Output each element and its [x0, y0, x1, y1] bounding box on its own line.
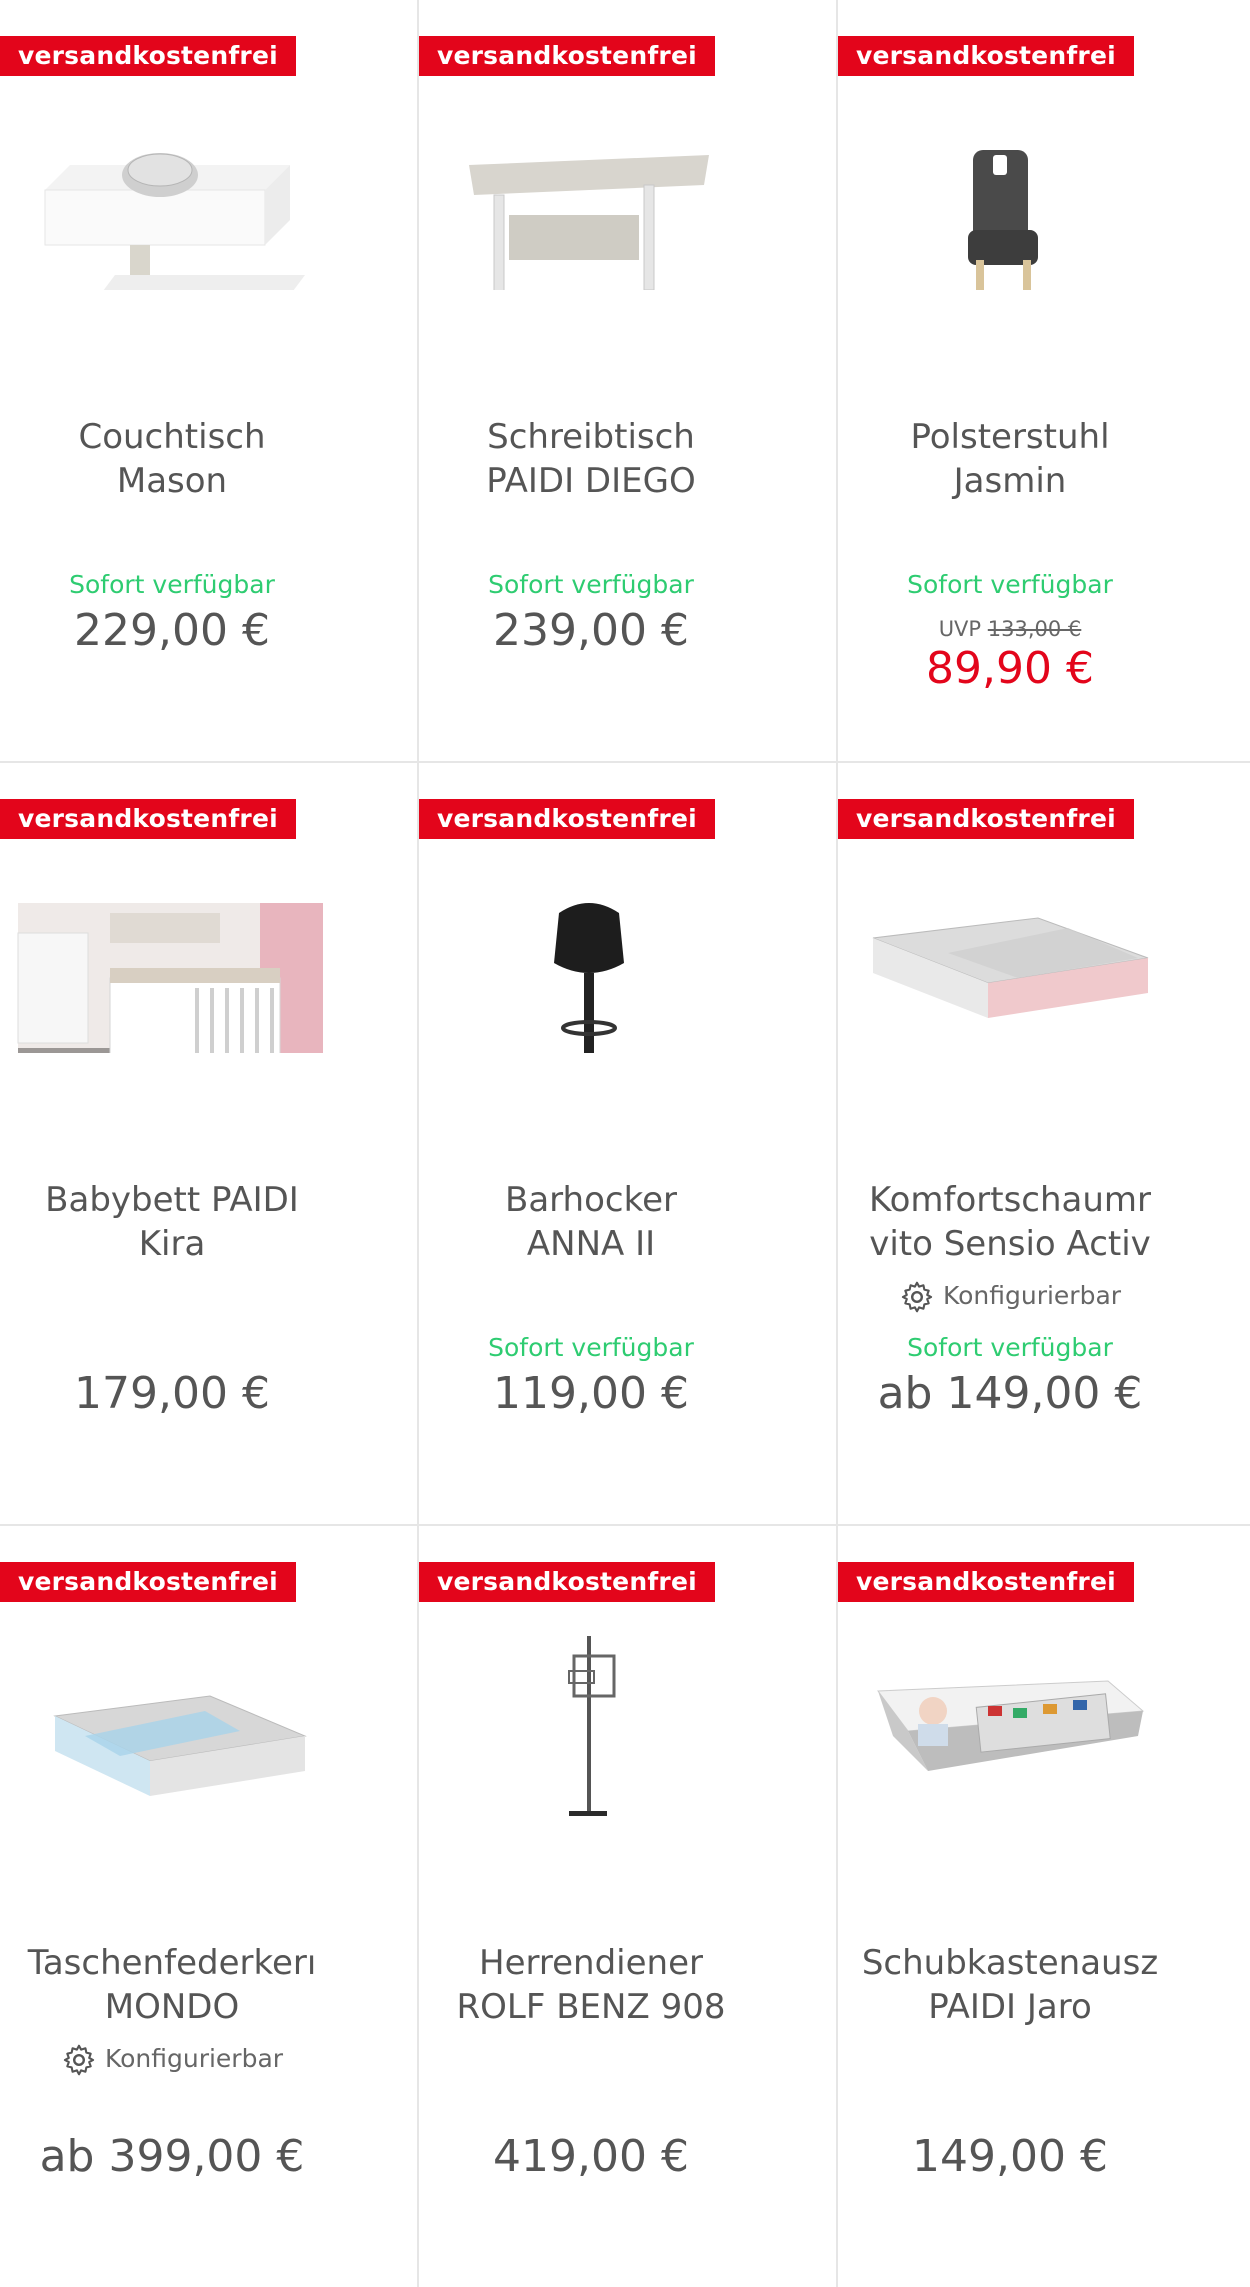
price: ab 399,00 €: [39, 2131, 305, 2182]
product-card[interactable]: [0, 0, 417, 761]
product-card[interactable]: [838, 763, 1250, 1524]
gear-icon: [899, 1279, 935, 1315]
product-card[interactable]: [838, 1526, 1250, 2287]
drawer-insert-image: [838, 1596, 1178, 1816]
product-card[interactable]: [838, 0, 1250, 761]
product-title[interactable]: Schubkastenausz PAIDI Jaro: [861, 1943, 1159, 2027]
product-card[interactable]: [0, 1526, 417, 2287]
product-card[interactable]: [419, 0, 836, 761]
product-card[interactable]: [419, 1526, 836, 2287]
chair-image: [838, 70, 1178, 290]
crib-image: [0, 833, 340, 1053]
product-title[interactable]: Komfortschaumr vito Sensio Activ: [868, 1180, 1152, 1264]
availability-label: Sofort verfügbar: [69, 570, 275, 599]
shipping-badge: versandkostenfrei: [0, 799, 296, 839]
product-title[interactable]: Herrendiener ROLF BENZ 908: [456, 1943, 726, 2027]
price: 119,00 €: [493, 1368, 689, 1419]
foam-mattress-image: [838, 833, 1178, 1053]
product-title[interactable]: Couchtisch Mason: [78, 417, 266, 501]
price: 149,00 €: [912, 2131, 1108, 2182]
availability-label: Sofort verfügbar: [907, 1333, 1113, 1362]
product-title[interactable]: Barhocker ANNA II: [505, 1180, 677, 1264]
shipping-badge: versandkostenfrei: [838, 799, 1134, 839]
shipping-badge: versandkostenfrei: [419, 36, 715, 76]
uvp-price: UVP 133,00 €: [938, 617, 1082, 641]
shipping-badge: versandkostenfrei: [419, 1562, 715, 1602]
valet-stand-image: [419, 1596, 759, 1816]
bar-stool-image: [419, 833, 759, 1053]
product-title[interactable]: Taschenfederkerı MONDO: [27, 1943, 317, 2027]
shipping-badge: versandkostenfrei: [419, 799, 715, 839]
configurable-label: Konfigurierbar: [838, 1278, 1182, 1315]
shipping-badge: versandkostenfrei: [0, 36, 296, 76]
product-title[interactable]: Polsterstuhl Jasmin: [910, 417, 1110, 501]
couch-table-image: [0, 70, 340, 290]
price: ab 149,00 €: [877, 1368, 1143, 1419]
availability-label: Sofort verfügbar: [488, 570, 694, 599]
price: 229,00 €: [74, 605, 270, 656]
shipping-badge: versandkostenfrei: [838, 1562, 1134, 1602]
product-title[interactable]: Babybett PAIDI Kira: [45, 1180, 299, 1264]
shipping-badge: versandkostenfrei: [838, 36, 1134, 76]
desk-image: [419, 70, 759, 290]
shipping-badge: versandkostenfrei: [0, 1562, 296, 1602]
availability-label: Sofort verfügbar: [488, 1333, 694, 1362]
price: 179,00 €: [74, 1368, 270, 1419]
configurable-label: Konfigurierbar: [0, 2041, 344, 2078]
spring-mattress-image: [0, 1596, 340, 1816]
sale-price: 89,90 €: [926, 643, 1094, 694]
price: 419,00 €: [493, 2131, 689, 2182]
product-title[interactable]: Schreibtisch PAIDI DIEGO: [486, 417, 696, 501]
product-card[interactable]: [419, 763, 836, 1524]
gear-icon: [61, 2042, 97, 2078]
availability-label: Sofort verfügbar: [907, 570, 1113, 599]
product-card[interactable]: [0, 763, 417, 1524]
price: 239,00 €: [493, 605, 689, 656]
